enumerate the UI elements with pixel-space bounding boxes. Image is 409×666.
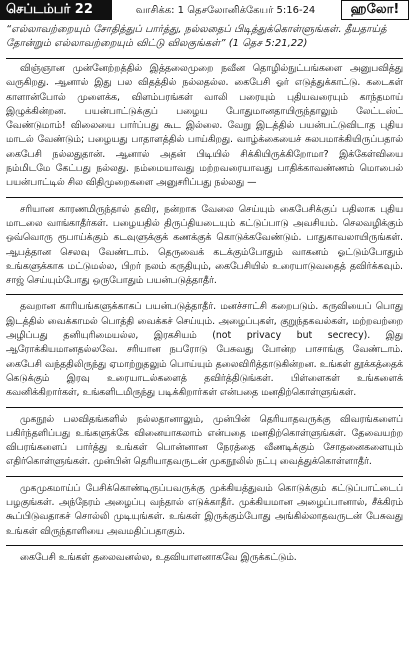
paragraph: முகமுகமாய்ப் பேசிக்கொண்டிருப்பவருக்கு முக்கியத்துவம் கொடுக்கும் கட்டுப்பாட்டைப் பழகுங்கள். அந்நேரம் அழைப்பு வந்தால் எடுக்காதீர். முக்கியமான அழைப்பானால், சீக்கிரம் கூப்பிடுவதாகச் சொல்லி முடியுங்கள். உங்கள் இருக்கும்போது அங்கில்லாதவருடன் பேசுவது உங்கள் விருந்தாளியை அவமதிப்பதாகும்.	[6, 482, 403, 537]
page-title: ஹலோ!	[341, 0, 409, 20]
divider	[6, 294, 403, 295]
divider	[6, 476, 403, 477]
divider	[6, 545, 403, 546]
paragraph: தவறான காரியங்களுக்காகப் பயன்படுத்தாதீர். மனச்சாட்சி கறைபடும். கருவியைப் பொது இடத்தில் வைக்காமல் பொத்தி வைக்கச் செய்யும். அழைப்புகள், குறுந்தகவல்கள், மற்றவற்றை அழிப்பது தனியுரிமையல்ல, இரகசியம் (not privacy but secrecy). இது ஆரோக்கியமானதல்லவே. சரியான நபரோடு பேசுவது போன்ற பாசாங்கு வேண்டாம். கைபேசி வந்ததிலிருந்து ஏமாற்றுதலும் பொய்யும் தலைவிரித்தாடுகின்றன. உங்கள் தூக்கத்தைக் கெடுக்கும் இரவு உரையாடல்களைத் தவிர்த்திடுங்கள். பிள்ளைகள் உங்களைக் கவனிக்கிறார்கள், உங்களிடமிருந்து படிக்கிறார்கள் என்பதை மனதிற்கொள்ளுங்கள்.	[6, 301, 403, 399]
paragraph: முகநூல் பலவிதங்களில் நல்லதானாலும், முன்பின் தெரியாதவருக்கு விவரங்களைப் பகிர்ந்தளிப்பது உங்களுக்கே வினையாகலாம் என்பதை மனதிற்கொள்ளுங்கள். தேவையற்ற விபரங்களைப் பார்த்து உங்கள் பொன்னான நேரத்தை வீணடிக்கும் சோதனைகளையும் எதிர்கொள்ளுங்கள். முன்பின் தெரியாதவருடன் முகநூலில் நட்பு வைத்துக்கொள்ளாதீர்.	[6, 413, 403, 468]
paragraph: சரியான காரணமிருந்தால் தவிர, நன்றாக வேலை செய்யும் கைபேசிக்குப் பதிலாக புதிய மாடலை வாங்காதீர்கள். பழையதில் திருப்தியடையும் கட்டுப்பாடு அவசியம். செலவழிக்கும் ஒவ்வொரு ரூபாய்க்கும் கடவுளுக்குக் கணக்குக் கொடுக்கவேண்டும். பாதுகாவலாயிருங்கள். ஆபத்தான செலவு வேண்டாம். தெருவைக் கடக்கும்போதும் வாகனம் ஓட்டும்போதும் உங்களுக்காக மட்டுமல்ல, பிறர் நலம் கருதியும், கைபேசியில் உரையாடுவதைத் தவிர்க்கவும். சாஜ் செய்யும்போது ஒருபோதும் பயன்படுத்தாதீர்.	[6, 203, 403, 287]
page-header	[0, 0, 409, 22]
divider	[6, 407, 403, 408]
paragraph: கைபேசி உங்கள் தலைவனல்ல, உதவியாளனாகவே இருக்கட்டும்.	[20, 551, 297, 563]
date-label: செப்டம்பர் 22	[0, 0, 112, 20]
paragraph: விஞ்ஞான முன்னேற்றத்தில் இத்தலைமுறை நவீன தொழில்நுட்பங்களை அனுபவித்து வருகிறது. ஆனால் இது பல விதத்தில் நல்லதல்ல. கைபேசி ஓர் எடுத்துக்காட்டு. கடைகள் காளான்போல் முளைக்க, விளம்பரங்கள் வாலி பரையும் புதியவரையும் காந்தமாய் இழுக்கின்றன. பயன்பாட்டுக்குப் பழைய போதுமானதாயிருந்தாலும் லேட்டஸ்ட் வேண்டுமாம்! விலையை பார்ப்பது கூட இல்லை. வேறு இடத்தில் பயன்பட்டுவிடாத புதிய மாடல் வேண்டும்; பழையது பாதாளத்தில் பாய்கிறது. வாழ்க்கையைச் சுலபமாக்கியிருப்பதால் கைபேசி நல்லதுதான். ஆனால் அதன் பிடியில் சிக்கியிருக்கிறோமா? இக்கேள்வியை நம்மிடமே கேட்பது நல்லது. நம்மையாவது மற்றவரையாவது பாதிக்காவண்ணம் மொபைல் பயன்பாட்டில் சில விதிமுறைகளை அனுசரிப்பது நல்லது —	[6, 63, 403, 189]
divider	[6, 58, 403, 59]
article-body	[6, 62, 403, 571]
divider	[6, 197, 403, 198]
reading-reference: வாசிக்க: 1 தெசலோனிக்கேயர் 5:16-24	[135, 5, 316, 16]
verse-text: “எல்லாவற்றையும் சோதித்துப் பார்த்து, நல்லதைப் பிடித்துக்கொள்ளுங்கள். தீயதாய்த் தோன்றும் எல்லாவற்றையும் விட்டு விலகுங்கள்”	[6, 24, 387, 49]
key-verse	[6, 23, 403, 51]
verse-reference: (1 தெச 5:21,22)	[228, 38, 308, 49]
